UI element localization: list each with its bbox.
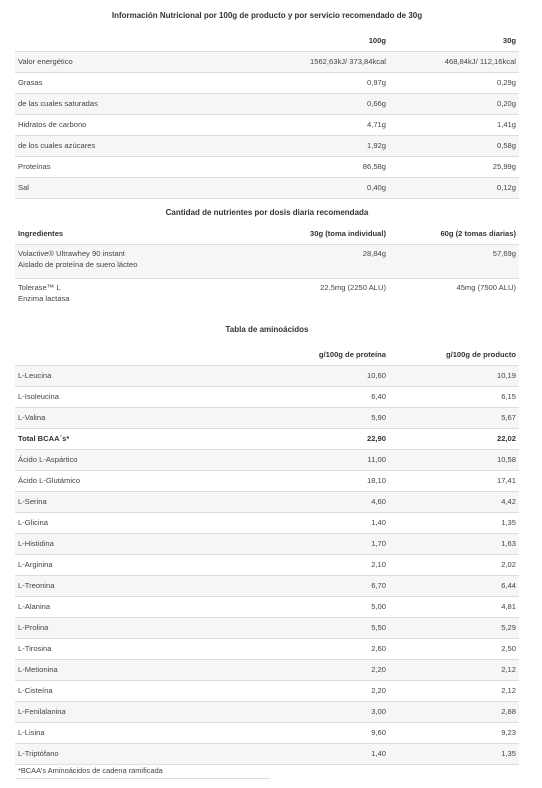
value-per-protein: 2,10 — [251, 554, 389, 575]
value-per-protein: 18,10 — [251, 470, 389, 491]
header-cell — [15, 30, 251, 51]
table-row — [15, 470, 519, 491]
value-per-product: 2,12 — [389, 680, 519, 701]
table-row — [15, 617, 519, 638]
nutrition-table — [15, 30, 519, 199]
value-per-product: 1,63 — [389, 533, 519, 554]
amino-acid-name: Ácido L-Glutámico — [15, 470, 251, 491]
value-per-protein: 5,50 — [251, 617, 389, 638]
nutrient-name: Proteínas — [15, 156, 251, 177]
table-row — [15, 743, 519, 764]
header-cell: 30g — [502, 35, 516, 45]
value-per-protein: 6,70 — [251, 575, 389, 596]
value-per-protein: 5,90 — [251, 407, 389, 428]
table-row — [15, 680, 519, 701]
amino-acid-name: L-Arginina — [15, 554, 251, 575]
value-30g: 22,5mg (2250 ALU) — [251, 278, 389, 312]
amino-acid-name: L-Metionina — [15, 659, 251, 680]
value-per-protein: 1,40 — [251, 512, 389, 533]
value-30g: 0,12g — [389, 177, 519, 198]
value-per-product: 5,29 — [389, 617, 519, 638]
table-row — [15, 278, 519, 312]
table-row — [15, 365, 519, 386]
nutrient-name: Valor energético — [15, 51, 251, 72]
amino-acid-section — [15, 324, 519, 765]
value-per-protein: 22,90 — [251, 428, 389, 449]
value-100g: 86,58g — [251, 156, 389, 177]
table-row — [15, 156, 519, 177]
table-row — [15, 449, 519, 470]
value-100g: 0,40g — [251, 177, 389, 198]
value-per-protein: 6,40 — [251, 386, 389, 407]
ingredient-description: Enzima lactasa — [18, 293, 70, 303]
amino-acid-name: L-Tirosina — [15, 638, 251, 659]
amino-acid-name: L-Histidina — [15, 533, 251, 554]
bcaa-footnote: *BCAA's Aminoácidos de cadena ramificada — [18, 766, 163, 775]
ingredient-name: Volactive® Ultrawhey 90 instant — [18, 248, 125, 258]
table-row — [15, 596, 519, 617]
value-per-product: 9,23 — [389, 722, 519, 743]
value-30g: 468,84kJ/ 112,16kcal — [389, 51, 519, 72]
nutrient-name: Grasas — [15, 72, 251, 93]
amino-acid-name: L-Isoleucina — [15, 386, 251, 407]
amino-acid-name: L-Lisina — [15, 722, 251, 743]
table-row — [15, 512, 519, 533]
nutrition-info-section — [15, 10, 519, 199]
value-100g: 1,92g — [251, 135, 389, 156]
table-row — [15, 428, 519, 449]
table-row — [15, 533, 519, 554]
value-per-product: 6,15 — [389, 386, 519, 407]
value-per-protein: 3,00 — [251, 701, 389, 722]
header-cell: 100g — [368, 35, 386, 45]
header-cell: 60g (2 tomas diarias) — [440, 228, 516, 238]
value-per-product: 1,35 — [389, 512, 519, 533]
value-per-product: 2,02 — [389, 554, 519, 575]
value-100g: 0,97g — [251, 72, 389, 93]
nutrient-name: Sal — [15, 177, 251, 198]
table-row — [15, 386, 519, 407]
header-cell: g/100g de proteína — [318, 349, 386, 359]
table-row — [15, 659, 519, 680]
amino-acid-name: L-Fenilalanina — [15, 701, 251, 722]
value-30g: 28,84g — [251, 244, 389, 278]
table-row — [15, 93, 519, 114]
value-per-product: 2,50 — [389, 638, 519, 659]
value-per-product: 4,42 — [389, 491, 519, 512]
amino-acid-name: L-Glicina — [15, 512, 251, 533]
value-per-protein: 9,60 — [251, 722, 389, 743]
value-per-product: 10,58 — [389, 449, 519, 470]
value-per-product: 2,12 — [389, 659, 519, 680]
value-30g: 25,99g — [389, 156, 519, 177]
amino-acid-title: Tabla de aminoácidos — [225, 325, 309, 334]
value-60g: 57,69g — [389, 244, 519, 278]
nutrient-name: de los cuales azúcares — [15, 135, 251, 156]
value-per-protein: 4,60 — [251, 491, 389, 512]
amino-acid-name: L-Treonina — [15, 575, 251, 596]
value-per-product: 17,41 — [389, 470, 519, 491]
amino-acid-name: L-Leucina — [15, 365, 251, 386]
table-row — [15, 114, 519, 135]
amino-acid-table — [15, 344, 519, 765]
amino-acid-name: Total BCAA´s* — [15, 428, 251, 449]
nutrition-table-title: Información Nutricional por 100g de producto y por servicio recomendado de 30g — [111, 11, 423, 20]
value-100g: 1562,63kJ/ 373,84kcal — [251, 51, 389, 72]
nutrition-header-row — [15, 30, 519, 51]
table-row — [15, 177, 519, 198]
value-30g: 0,20g — [389, 93, 519, 114]
ingredient-name: Tolerase™ L — [18, 282, 61, 292]
value-30g: 0,58g — [389, 135, 519, 156]
ingredient-description: Aislado de proteína de suero lácteo — [18, 259, 138, 269]
value-30g: 0,29g — [389, 72, 519, 93]
daily-dose-section — [15, 207, 519, 312]
header-cell: g/100g de producto — [445, 349, 516, 359]
header-cell: 30g (toma individual) — [310, 228, 386, 238]
table-row — [15, 554, 519, 575]
value-60g: 45mg (7500 ALU) — [389, 278, 519, 312]
value-per-protein: 2,20 — [251, 659, 389, 680]
daily-dose-table — [15, 223, 519, 312]
value-per-product: 10,19 — [389, 365, 519, 386]
amino-acid-name: L-Alanina — [15, 596, 251, 617]
value-per-protein: 10,60 — [251, 365, 389, 386]
amino-acid-name: Ácido L-Aspártico — [15, 449, 251, 470]
value-per-protein: 11,00 — [251, 449, 389, 470]
value-100g: 0,66g — [251, 93, 389, 114]
value-per-product: 4,81 — [389, 596, 519, 617]
daily-dose-title: Cantidad de nutrientes por dosis diaria recomendada — [165, 208, 369, 217]
nutrient-name: Hidratos de carbono — [15, 114, 251, 135]
value-per-protein: 2,60 — [251, 638, 389, 659]
table-row — [15, 72, 519, 93]
table-row — [15, 722, 519, 743]
value-per-protein: 1,70 — [251, 533, 389, 554]
value-100g: 4,71g — [251, 114, 389, 135]
footnote-divider — [15, 778, 270, 779]
table-row — [15, 638, 519, 659]
table-row — [15, 407, 519, 428]
value-per-product: 1,35 — [389, 743, 519, 764]
table-row — [15, 135, 519, 156]
daily-dose-header-row — [15, 223, 519, 244]
value-per-product: 6,44 — [389, 575, 519, 596]
table-row — [15, 701, 519, 722]
table-row — [15, 51, 519, 72]
table-row — [15, 575, 519, 596]
amino-acid-name: L-Triptófano — [15, 743, 251, 764]
amino-acid-name: L-Serina — [15, 491, 251, 512]
nutrient-name: de las cuales saturadas — [15, 93, 251, 114]
value-per-protein: 1,40 — [251, 743, 389, 764]
table-row — [15, 244, 519, 278]
header-cell — [15, 344, 251, 365]
amino-acid-name: L-Prolina — [15, 617, 251, 638]
table-row — [15, 491, 519, 512]
amino-acid-name: L-Cisteína — [15, 680, 251, 701]
value-per-protein: 2,20 — [251, 680, 389, 701]
header-cell: Ingredientes — [18, 228, 64, 238]
amino-acid-name: L-Valina — [15, 407, 251, 428]
value-per-product: 5,67 — [389, 407, 519, 428]
value-per-protein: 5,00 — [251, 596, 389, 617]
amino-header-row — [15, 344, 519, 365]
value-30g: 1,41g — [389, 114, 519, 135]
value-per-product: 2,88 — [389, 701, 519, 722]
value-per-product: 22,02 — [389, 428, 519, 449]
